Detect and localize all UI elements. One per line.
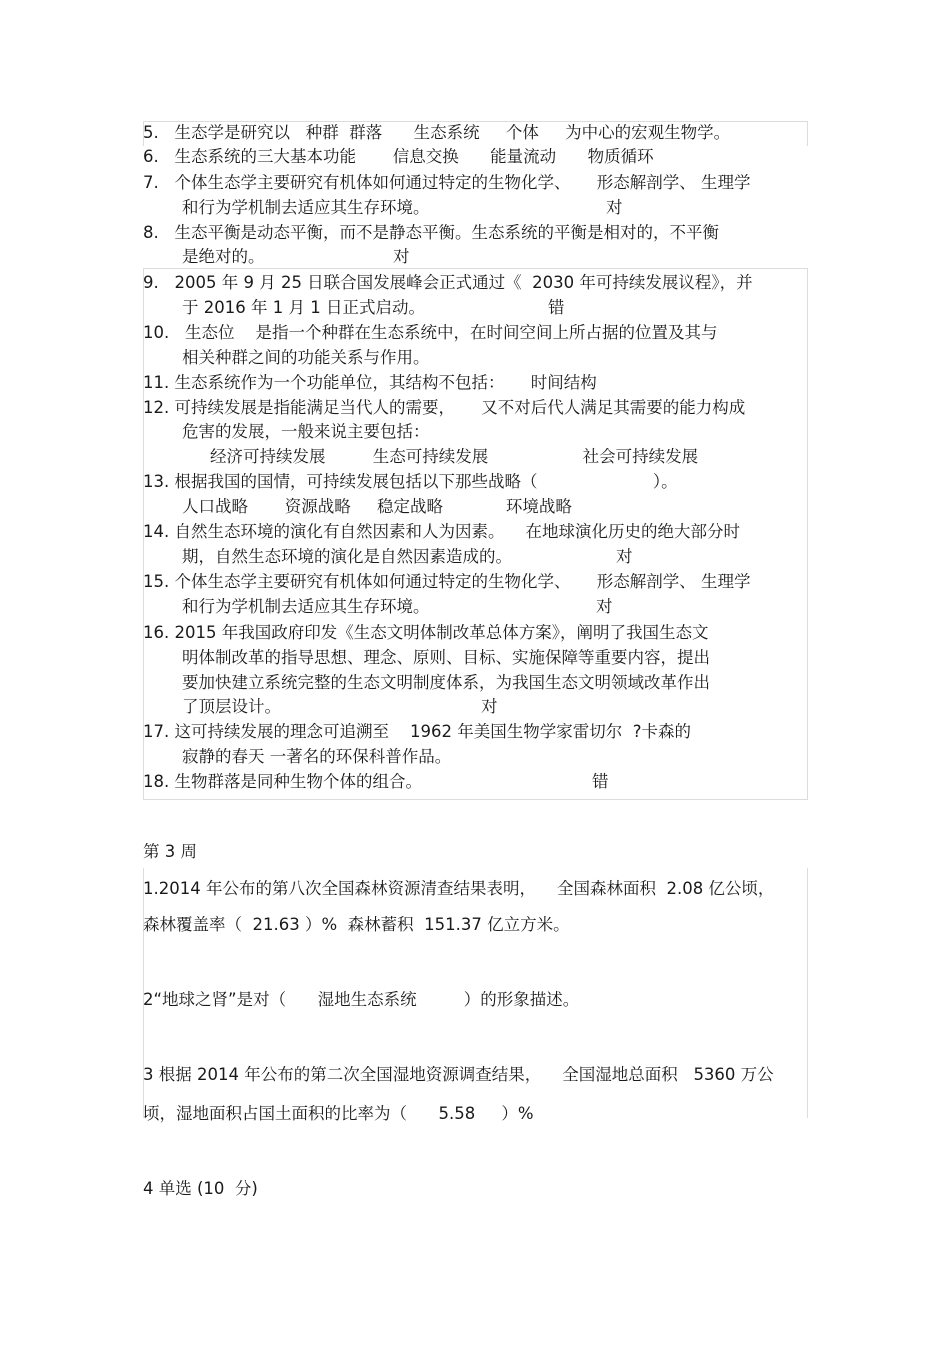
week3-q2: 2“地球之肾”是对（ 湿地生态系统 ）的形象描述。: [143, 990, 580, 1009]
item-9: 9. 2005 年 9 月 25 日联合国发展峰会正式通过《 2030 年可持续发展议程》，并: [143, 273, 753, 292]
item-13-answers: 人口战略 资源战略 稳定战略 环境战略: [182, 497, 572, 516]
item-18-answer: 错: [592, 772, 609, 791]
item-15-answer: 对: [596, 597, 613, 616]
item-8-answer: 对: [393, 247, 410, 266]
item-14-answer: 对: [616, 547, 633, 566]
item-14-cont: 期，自然生态环境的演化是自然因素造成的。: [182, 547, 512, 566]
item-16-cont-2: 要加快建立系统完整的生态文明制度体系，为我国生态文明领域改革作出: [182, 673, 710, 692]
item-15-cont: 和行为学机制去适应其生存环境。: [182, 597, 430, 616]
item-16-cont-3: 了顶层设计。: [182, 697, 281, 716]
item-12: 12. 可持续发展是指能满足当代人的需要， 又不对后代人满足其需要的能力构成: [143, 398, 746, 417]
item-13: 13. 根据我国的国情，可持续发展包括以下那些战略（ ）。: [143, 472, 678, 491]
item-7: 7. 个体生态学主要研究有机体如何通过特定的生物化学、 形态解剖学、 生理学: [143, 173, 751, 192]
week3-q3: 3 根据 2014 年公布的第二次全国湿地资源调查结果， 全国湿地总面积 5360 万公: [143, 1065, 774, 1084]
item-18: 18. 生物群落是同种生物个体的组合。: [143, 772, 422, 791]
item-6: 6. 生态系统的三大基本功能 信息交换 能量流动 物质循环: [143, 147, 654, 166]
item-14: 14. 自然生态环境的演化有自然因素和人为因素。 在地球演化历史的绝大部分时: [143, 522, 740, 541]
item-7-answer: 对: [606, 198, 623, 217]
item-16-answer: 对: [481, 697, 498, 716]
item-17-cont: 寂静的春天 一著名的环保科普作品。: [182, 747, 452, 766]
week3-q1: 1.2014 年公布的第八次全国森林资源清查结果表明， 全国森林面积 2.08 亿公顷，: [143, 879, 775, 898]
item-12-answers: 经济可持续发展 生态可持续发展 社会可持续发展: [210, 447, 699, 466]
week3-q3-cont: 顷，湿地面积占国土面积的比率为（ 5.58 ）%: [143, 1104, 534, 1123]
item-8: 8. 生态平衡是动态平衡，而不是静态平衡。生态系统的平衡是相对的，不平衡: [143, 223, 719, 242]
week3-q4: 4 单选 (10 分): [143, 1179, 258, 1198]
item-17: 17. 这可持续发展的理念可追溯至 1962 年美国生物学家雷切尔 ?卡森的: [143, 722, 691, 741]
item-15: 15. 个体生态学主要研究有机体如何通过特定的生物化学、 形态解剖学、 生理学: [143, 572, 751, 591]
item-9-answer: 错: [548, 298, 565, 317]
item-16: 16. 2015 年我国政府印发《生态文明体制改革总体方案》，阐明了我国生态文: [143, 623, 709, 642]
item-12-cont: 危害的发展，一般来说主要包括：: [182, 422, 430, 441]
item-7-cont: 和行为学机制去适应其生存环境。: [182, 198, 430, 217]
item-10: 10. 生态位 是指一个种群在生态系统中，在时间空间上所占据的位置及其与: [143, 323, 718, 342]
item-11: 11. 生态系统作为一个功能单位，其结构不包括： 时间结构: [143, 373, 597, 392]
week3-q1-cont: 森林覆盖率（ 21.63 ）% 森林蓄积 151.37 亿立方米。: [143, 915, 570, 934]
week-heading: 第 3 周: [143, 842, 197, 861]
item-9-cont: 于 2016 年 1 月 1 日正式启动。: [182, 298, 425, 317]
item-16-cont-1: 明体制改革的指导思想、理念、原则、目标、实施保障等重要内容，提出: [182, 648, 710, 667]
item-8-cont: 是绝对的。: [182, 247, 265, 266]
item-5: 5. 生态学是研究以 种群 群落 生态系统 个体 为中心的宏观生物学。: [143, 123, 731, 142]
item-10-cont: 相关种群之间的功能关系与作用。: [182, 348, 430, 367]
